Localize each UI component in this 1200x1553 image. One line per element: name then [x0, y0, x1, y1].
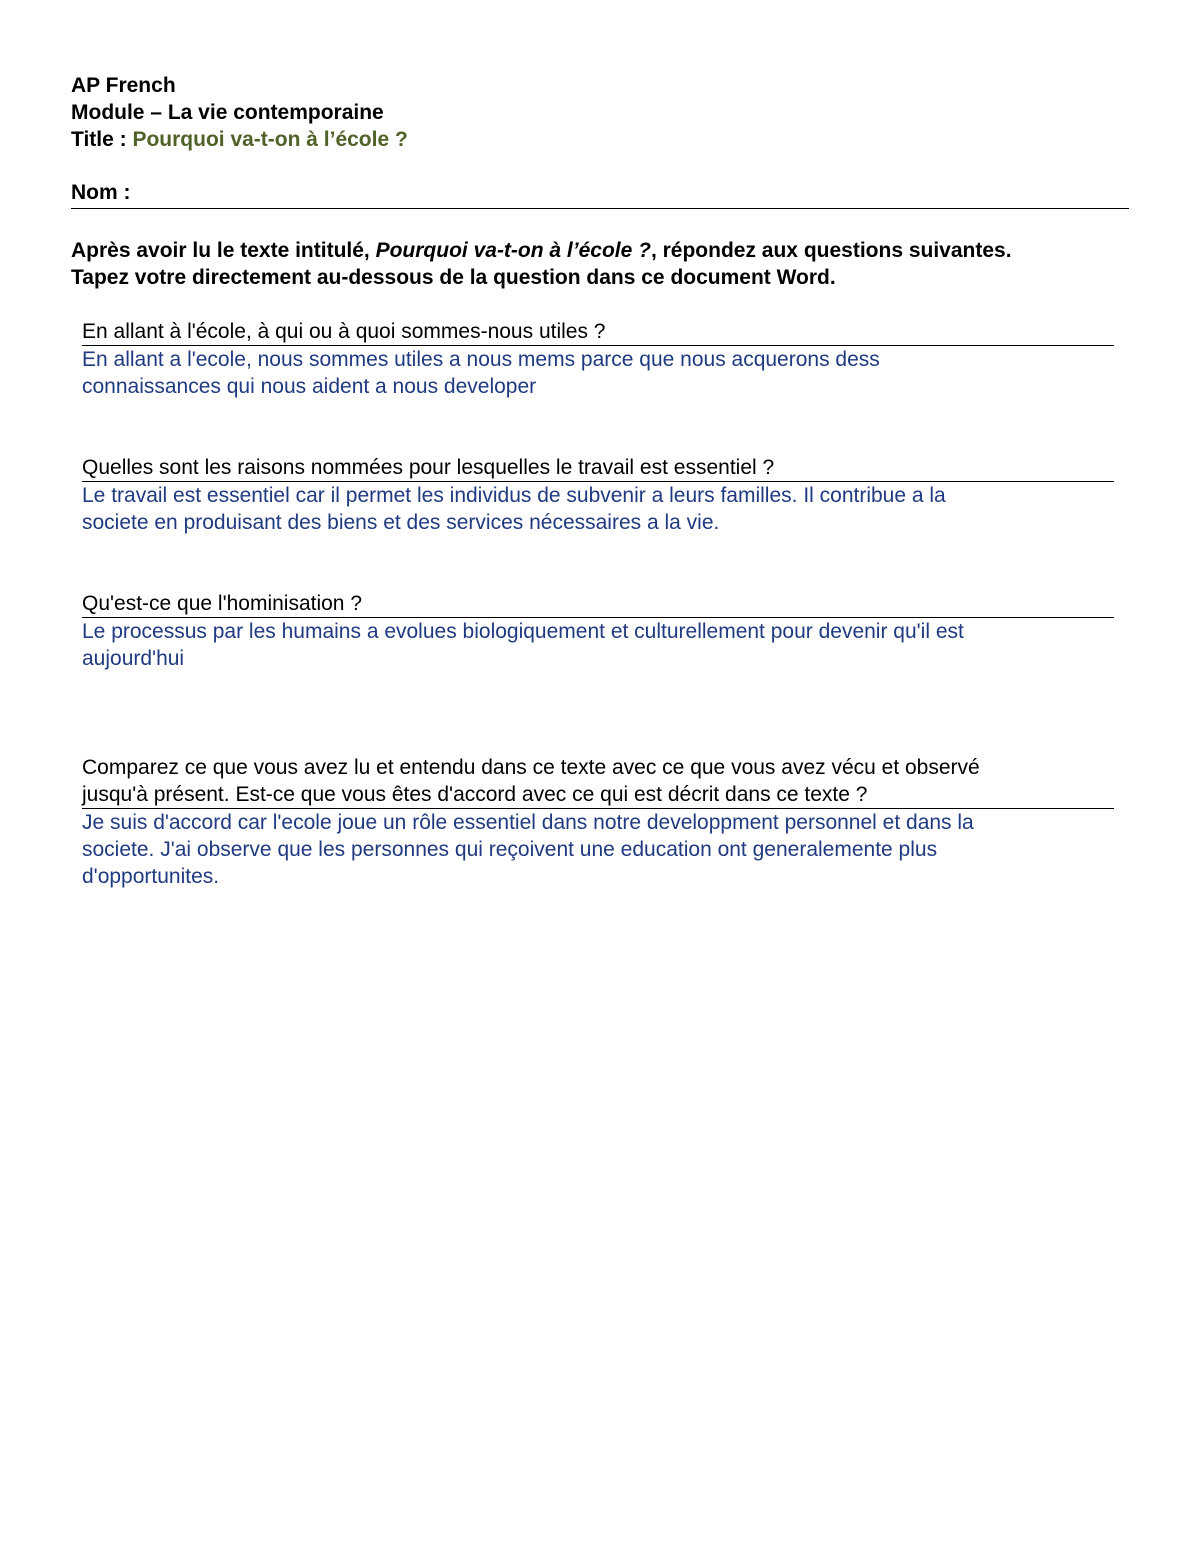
question-block-3: [82, 590, 1114, 672]
title-label: Title :: [71, 128, 133, 151]
question-line: Qu'est-ce que l'hominisation ?: [82, 592, 363, 615]
answer-line: d'opportunites.: [82, 865, 220, 888]
instructions-text-2: , répondez aux questions suivantes.: [650, 239, 1012, 262]
answer-line: En allant a l'ecole, nous sommes utiles a nous mems parce que nous acquerons dess: [82, 348, 880, 371]
question-3: [82, 590, 1114, 618]
answer-line: Je suis d'accord car l'ecole joue un rôle essentiel dans notre developpment personnel et dans la: [82, 811, 974, 834]
module-name: Module – La vie contemporaine: [71, 101, 384, 124]
answer-line: Le travail est essentiel car il permet les individus de subvenir a leurs familles. Il contribue a la: [82, 484, 946, 507]
answer-1[interactable]: [82, 346, 1114, 400]
instructions-line-2: Tapez votre directement au-dessous de la question dans ce document Word.: [71, 266, 836, 289]
question-line: Quelles sont les raisons nommées pour lesquelles le travail est essentiel ?: [82, 456, 775, 479]
answer-line: societe en produisant des biens et des services nécessaires a la vie.: [82, 511, 720, 534]
instructions-text-title: Pourquoi va-t-on à l’école ?: [375, 239, 651, 262]
course-name: AP French: [71, 74, 176, 97]
answer-3[interactable]: [82, 618, 1114, 672]
question-block-4: [82, 754, 1114, 890]
question-block-1: [82, 318, 1114, 400]
answer-line: societe. J'ai observe que les personnes qui reçoivent une education ont generalemente plus: [82, 838, 938, 861]
name-field[interactable]: [71, 179, 1129, 209]
question-block-2: [82, 454, 1114, 536]
instructions-line-1: [71, 237, 1151, 264]
answer-line: aujourd'hui: [82, 647, 185, 670]
question-line: jusqu'à présent. Est-ce que vous êtes d'accord avec ce qui est décrit dans ce texte ?: [82, 783, 868, 806]
instructions-text-1: Après avoir lu le texte intitulé,: [71, 239, 376, 262]
question-line: Comparez ce que vous avez lu et entendu dans ce texte avec ce que vous avez vécu et observé: [82, 756, 980, 779]
instructions: [71, 237, 1151, 291]
question-4: [82, 754, 1114, 809]
answer-4[interactable]: [82, 809, 1114, 890]
question-1: [82, 318, 1114, 346]
answer-2[interactable]: [82, 482, 1114, 536]
answer-line: Le processus par les humains a evolues biologiquement et culturellement pour devenir qu'il est: [82, 620, 964, 643]
document-header: [71, 72, 408, 153]
question-2: [82, 454, 1114, 482]
question-line: En allant à l'école, à qui ou à quoi sommes-nous utiles ?: [82, 320, 606, 343]
title-value: Pourquoi va-t-on à l’école ?: [132, 128, 408, 151]
answer-line: connaissances qui nous aident a nous developer: [82, 375, 537, 398]
name-label: Nom :: [71, 181, 131, 204]
title-line: [71, 126, 408, 153]
